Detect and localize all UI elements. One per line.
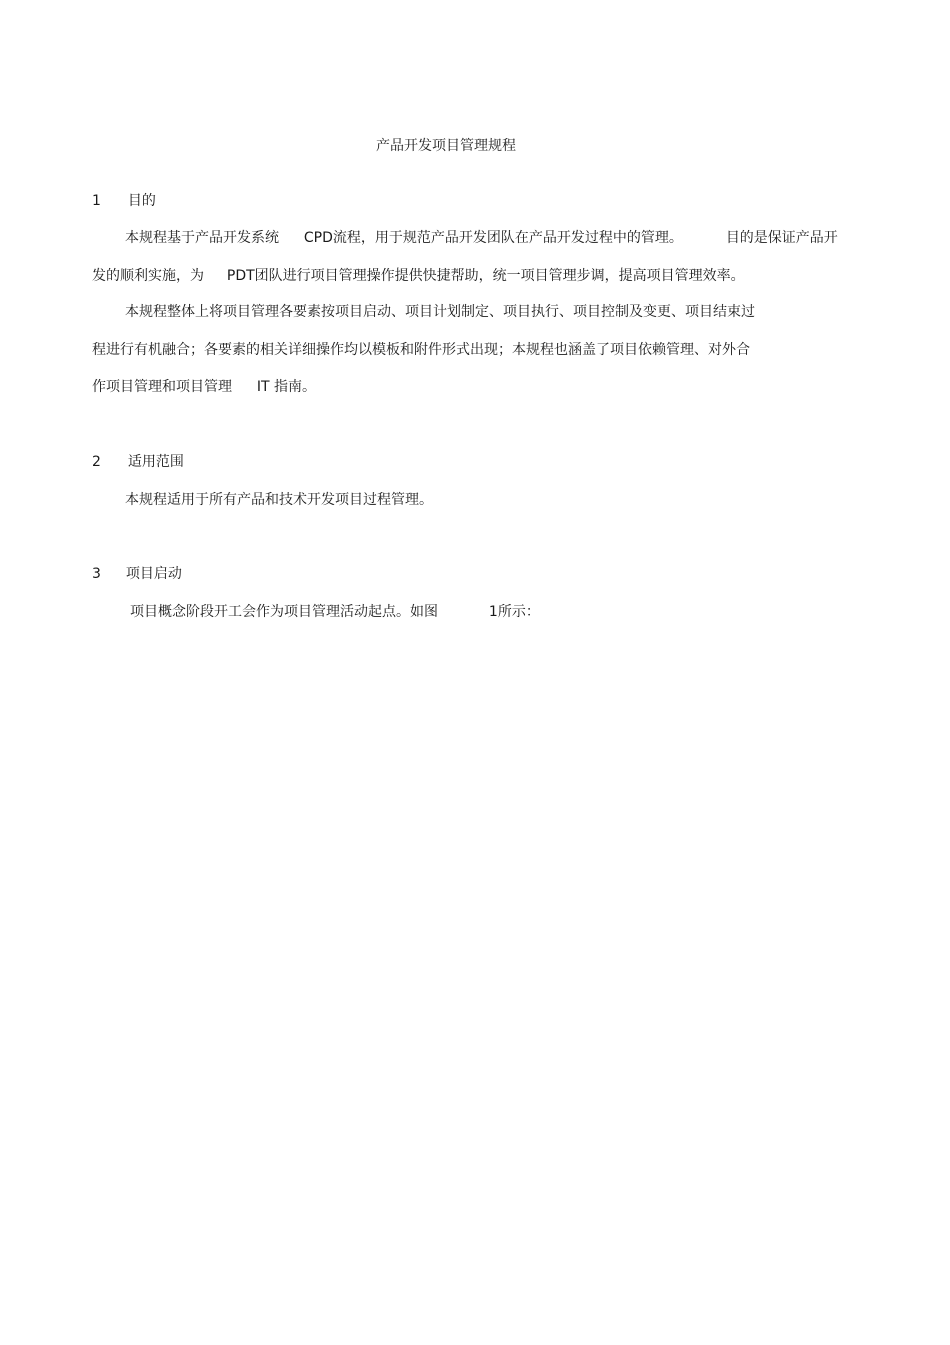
section-3-heading bbox=[92, 564, 182, 584]
text-run: 本规程适用于所有产品和技术开发项目过程管理。 bbox=[125, 492, 433, 508]
section-2-heading bbox=[92, 452, 184, 472]
text-run: 项目概念阶段开工会作为项目管理活动起点。如图 bbox=[130, 604, 438, 620]
text-run: CPD流程，用于规范产品开发团队在产品开发过程中的管理。 bbox=[303, 230, 683, 246]
text-run: 本规程基于产品开发系统 bbox=[125, 230, 279, 246]
paragraph-line bbox=[125, 490, 433, 510]
text-run: 目的是保证产品开 bbox=[725, 230, 838, 246]
section-title: 项目启动 bbox=[125, 566, 182, 582]
section-title: 目的 bbox=[127, 193, 156, 209]
text-run: 1所示： bbox=[488, 604, 540, 620]
text-run: 程进行有机融合；各要素的相关详细操作均以模板和附件形式出现；本规程也涵盖了项目依赖管理、对外合 bbox=[92, 342, 750, 358]
paragraph-line bbox=[125, 228, 838, 248]
document-title: 产品开发项目管理规程 bbox=[376, 138, 516, 154]
section-title: 适用范围 bbox=[127, 454, 184, 470]
text-run: 发的顺利实施，为 bbox=[92, 268, 204, 284]
section-number: 1 bbox=[92, 193, 101, 209]
section-1-heading bbox=[92, 191, 156, 211]
paragraph-line bbox=[92, 377, 316, 397]
text-run: PDT团队进行项目管理操作提供快捷帮助，统一项目管理步调，提高项目管理效率。 bbox=[226, 268, 745, 284]
paragraph-line bbox=[92, 266, 745, 286]
paragraph-line bbox=[92, 340, 750, 360]
text-run: 本规程整体上将项目管理各要素按项目启动、项目计划制定、项目执行、项目控制及变更、项目结束过 bbox=[125, 304, 755, 320]
text-run: IT 指南。 bbox=[256, 379, 317, 395]
section-number: 2 bbox=[92, 454, 101, 470]
paragraph-line bbox=[125, 302, 755, 322]
paragraph-line bbox=[130, 602, 540, 622]
text-run: 作项目管理和项目管理 bbox=[92, 379, 232, 395]
section-number: 3 bbox=[92, 566, 101, 582]
